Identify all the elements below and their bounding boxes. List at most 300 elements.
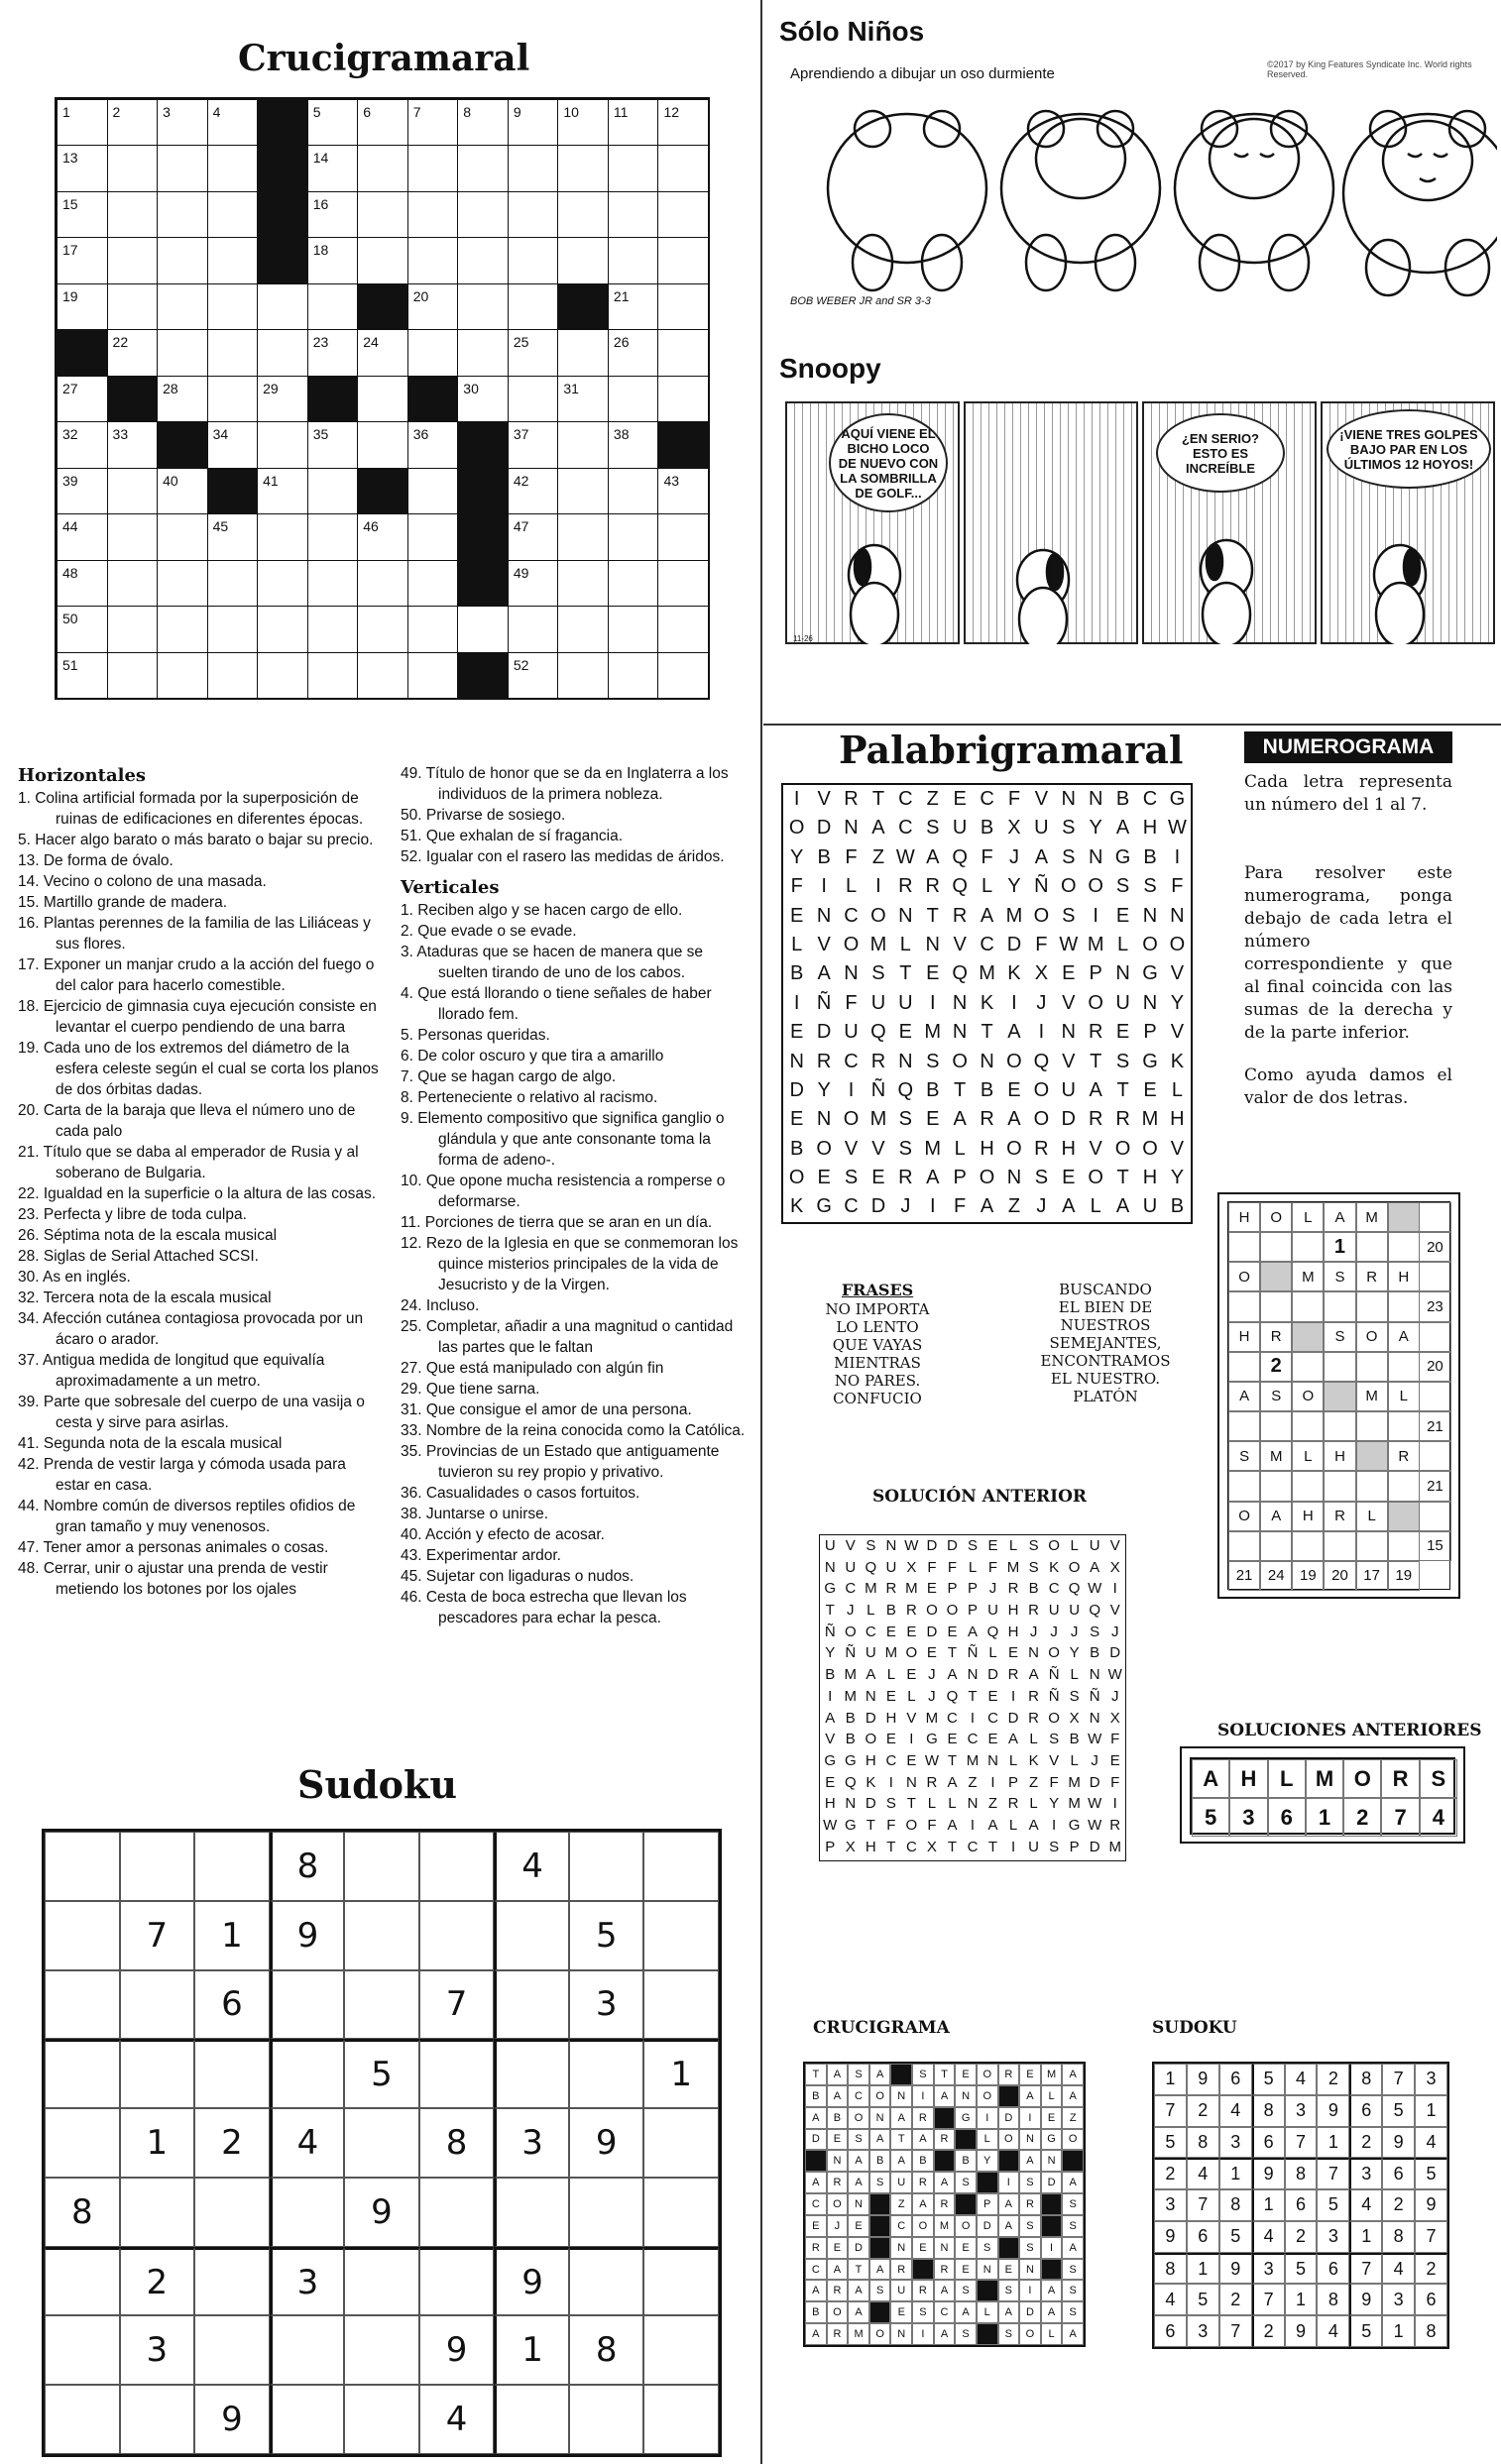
letter: M: [1068, 1795, 1081, 1813]
crossword-cell[interactable]: [307, 329, 359, 376]
numerograma-cell[interactable]: [1292, 1471, 1324, 1501]
numerograma-cell[interactable]: [1228, 1531, 1260, 1561]
sudoku-cell[interactable]: 1: [120, 2108, 195, 2178]
numerograma-cell[interactable]: [1388, 1291, 1420, 1321]
numerograma-cell[interactable]: 2: [1260, 1352, 1292, 1382]
crossword-cell[interactable]: [508, 237, 559, 283]
crossword-cell[interactable]: [657, 237, 709, 283]
crossword-cell[interactable]: [407, 560, 459, 607]
sudoku-cell[interactable]: [494, 1901, 569, 1970]
crossword-cell[interactable]: [407, 99, 459, 146]
letter: F: [886, 1816, 896, 1834]
sudoku-cell[interactable]: [494, 2385, 569, 2454]
sudoku-cell[interactable]: [120, 1970, 195, 2040]
crossword-cell[interactable]: [157, 329, 208, 376]
crossword-cell[interactable]: [657, 513, 709, 560]
crossword-cell[interactable]: [107, 191, 159, 238]
letter: O: [865, 1731, 877, 1748]
letter: U: [1142, 1195, 1158, 1218]
numerograma-cell[interactable]: [1292, 1411, 1324, 1441]
crossword-cell[interactable]: [207, 560, 259, 607]
crossword-cell[interactable]: [657, 145, 709, 191]
sudoku-cell[interactable]: [643, 2178, 719, 2247]
snoopy-bubble-3: ¡VIENE TRES GOLPES BAJO PAR EN LOS ÚLTIMOS 12 HOYOS!: [1327, 409, 1491, 489]
crossword-cell[interactable]: [608, 376, 659, 422]
sudoku-cell[interactable]: [194, 2039, 270, 2108]
sudoku-cell[interactable]: 9: [569, 2108, 644, 2178]
crossword-cell[interactable]: [557, 145, 609, 191]
numerograma-cell[interactable]: [1324, 1411, 1355, 1441]
crossword-cell[interactable]: [307, 237, 359, 283]
crossword-cell[interactable]: [657, 606, 709, 652]
sudoku-cell[interactable]: 2: [120, 2247, 195, 2316]
crossword-cell[interactable]: [107, 560, 159, 607]
crossword-cell[interactable]: [307, 283, 359, 330]
letter: J: [847, 1602, 855, 1620]
sudoku-cell[interactable]: [120, 2178, 195, 2247]
sudoku-cell[interactable]: [643, 2108, 719, 2178]
crossword-cell[interactable]: [657, 329, 709, 376]
crossword-cell[interactable]: [407, 237, 459, 283]
numerograma-cell[interactable]: [1388, 1531, 1420, 1561]
crossword-cell[interactable]: [457, 191, 509, 238]
crossword-cell[interactable]: [657, 468, 709, 514]
crossword-cell[interactable]: [557, 606, 609, 652]
crossword-cell[interactable]: [257, 560, 308, 607]
word-search-grid[interactable]: [781, 783, 1193, 1224]
numerograma-cell[interactable]: [1324, 1291, 1355, 1321]
letter: R: [926, 1773, 938, 1791]
crossword-cell[interactable]: [557, 421, 609, 468]
numerograma-cell[interactable]: [1356, 1352, 1388, 1382]
sudoku-cell[interactable]: [643, 1832, 719, 1901]
crossword-cell[interactable]: [407, 652, 459, 699]
sudoku-cell[interactable]: 9: [419, 2315, 495, 2385]
sudoku-cell[interactable]: [494, 2178, 569, 2247]
sudoku-cell[interactable]: 9: [344, 2178, 419, 2247]
letter: A: [987, 1816, 998, 1834]
crossword-cell[interactable]: [557, 513, 609, 560]
sudoku-cell[interactable]: 9: [194, 2385, 270, 2454]
sudoku-cell[interactable]: [344, 1970, 419, 2040]
sudoku-cell[interactable]: 3: [569, 1970, 644, 2040]
sudoku-cell[interactable]: [643, 2247, 719, 2316]
crossword-cell[interactable]: [508, 652, 559, 699]
crossword-cell[interactable]: [257, 468, 308, 514]
crossword-cell[interactable]: [357, 652, 408, 699]
crossword-cell[interactable]: [257, 283, 308, 330]
crossword-cell[interactable]: [57, 283, 108, 330]
crossword-cell[interactable]: [557, 652, 609, 699]
crossword-cell[interactable]: [557, 329, 609, 376]
crossword-cell[interactable]: [407, 606, 459, 652]
crossword-cell[interactable]: [357, 376, 408, 422]
crossword-cell[interactable]: [57, 652, 108, 699]
sudoku-cell[interactable]: 3: [120, 2315, 195, 2385]
sudoku-cell[interactable]: 4: [270, 2108, 345, 2178]
crossword-cell[interactable]: [207, 652, 259, 699]
crossword-cell[interactable]: [557, 99, 609, 146]
crossword-cell[interactable]: [407, 513, 459, 560]
crossword-cell[interactable]: [57, 468, 108, 514]
numerograma-cell[interactable]: [1228, 1411, 1260, 1441]
crossword-cell[interactable]: [107, 99, 159, 146]
numerograma-cell[interactable]: [1260, 1411, 1292, 1441]
crossword-cell[interactable]: [508, 468, 559, 514]
crossword-cell[interactable]: [207, 329, 259, 376]
crossword-cell[interactable]: [257, 513, 308, 560]
sudoku-cell[interactable]: 5: [569, 1901, 644, 1970]
crossword-cell[interactable]: [508, 560, 559, 607]
numerograma-cell[interactable]: [1228, 1232, 1260, 1262]
crossword-cell[interactable]: [608, 99, 659, 146]
crossword-cell[interactable]: [407, 145, 459, 191]
crossword-cell[interactable]: [508, 145, 559, 191]
numerograma-cell[interactable]: [1260, 1531, 1292, 1561]
crossword-cell[interactable]: [307, 99, 359, 146]
solution-cell: 6: [1268, 1798, 1306, 1837]
sudoku-cell[interactable]: [120, 2039, 195, 2108]
sudoku-cell[interactable]: [569, 2247, 644, 2316]
crossword-cell[interactable]: [207, 606, 259, 652]
sudoku-cell[interactable]: [494, 2039, 569, 2108]
crossword-cell[interactable]: [207, 99, 259, 146]
crossword-cell[interactable]: [608, 237, 659, 283]
crossword-cell[interactable]: [608, 513, 659, 560]
letter: Q: [946, 1687, 959, 1705]
crossword-cell[interactable]: [407, 191, 459, 238]
crossword-cell[interactable]: [307, 606, 359, 652]
sudoku-cell[interactable]: [270, 2039, 345, 2108]
sudoku-cell[interactable]: 3: [270, 2247, 345, 2316]
numerograma-cell[interactable]: [1260, 1471, 1292, 1501]
crossword-cell[interactable]: [157, 376, 208, 422]
crossword-cell[interactable]: [157, 560, 208, 607]
crossword-cell[interactable]: [508, 283, 559, 330]
sudoku-cell[interactable]: [569, 2039, 644, 2108]
crossword-cell[interactable]: [457, 145, 509, 191]
crossword-cell[interactable]: [407, 468, 459, 514]
crossword-cell[interactable]: [57, 145, 108, 191]
sudoku-cell[interactable]: [494, 1970, 569, 2040]
sudoku-cell[interactable]: 3: [494, 2108, 569, 2178]
crossword-cell[interactable]: [207, 237, 259, 283]
sudoku-cell[interactable]: [344, 1832, 419, 1901]
word-search-row: [820, 1815, 1125, 1837]
numerograma-cell[interactable]: [1292, 1531, 1324, 1561]
crossword-cell[interactable]: [508, 421, 559, 468]
crossword-cell[interactable]: [608, 560, 659, 607]
sudoku-cell[interactable]: [419, 1832, 495, 1901]
crossword-cell[interactable]: [557, 191, 609, 238]
sudoku-cell[interactable]: 4: [494, 1832, 569, 1901]
sudoku-cell[interactable]: [419, 1901, 495, 1970]
numerograma-cell[interactable]: [1324, 1531, 1355, 1561]
sudoku-cell[interactable]: [270, 2178, 345, 2247]
crossword-cell[interactable]: [257, 376, 308, 422]
crossword-cell[interactable]: [357, 99, 408, 146]
sudoku-cell[interactable]: [120, 2385, 195, 2454]
crossword-cell[interactable]: [107, 513, 159, 560]
crossword-cell[interactable]: [357, 421, 408, 468]
crossword-cell[interactable]: [608, 329, 659, 376]
crossword-cell[interactable]: [457, 329, 509, 376]
numerograma-cell[interactable]: [1388, 1411, 1420, 1441]
crossword-cell[interactable]: [357, 606, 408, 652]
numerograma-cell[interactable]: [1356, 1291, 1388, 1321]
crossword-cell[interactable]: [608, 468, 659, 514]
numerograma-cell[interactable]: [1356, 1531, 1388, 1561]
crossword-cell[interactable]: [107, 283, 159, 330]
crossword-cell[interactable]: [207, 376, 259, 422]
crossword-cell[interactable]: [57, 421, 108, 468]
crossword-cell[interactable]: [608, 191, 659, 238]
sudoku-cell[interactable]: [643, 1970, 719, 2040]
sudoku-cell[interactable]: [643, 2385, 719, 2454]
crossword-cell[interactable]: [207, 145, 259, 191]
crossword-cell[interactable]: [107, 652, 159, 699]
solution-letter: I: [1019, 2107, 1041, 2129]
sudoku-cell[interactable]: 8: [270, 1832, 345, 1901]
sudoku-cell[interactable]: 4: [419, 2385, 495, 2454]
crossword-cell[interactable]: [257, 606, 308, 652]
crossword-cell[interactable]: [157, 191, 208, 238]
sudoku-cell[interactable]: 6: [194, 1970, 270, 2040]
crossword-cell[interactable]: [557, 468, 609, 514]
crossword-cell[interactable]: [407, 421, 459, 468]
numerograma-cell[interactable]: [1292, 1352, 1324, 1382]
crossword-cell[interactable]: [207, 421, 259, 468]
solution-digit: 5: [1187, 2284, 1219, 2315]
crossword-cell[interactable]: [457, 376, 509, 422]
numerograma-cell[interactable]: [1324, 1352, 1355, 1382]
crossword-cell[interactable]: [508, 513, 559, 560]
sudoku-cell[interactable]: [643, 2315, 719, 2385]
letter: S: [898, 1108, 912, 1131]
numerograma-cell[interactable]: [1388, 1232, 1420, 1262]
sudoku-cell[interactable]: 2: [194, 2108, 270, 2178]
sudoku-cell[interactable]: [45, 2315, 120, 2385]
letter: F: [987, 1558, 998, 1576]
sudoku-cell[interactable]: [344, 2247, 419, 2316]
crossword-cell[interactable]: [357, 513, 408, 560]
numerograma-cell[interactable]: [1228, 1291, 1260, 1321]
sudoku-cell[interactable]: 5: [344, 2039, 419, 2108]
crossword-cell[interactable]: [157, 468, 208, 514]
numerograma-cell[interactable]: [1260, 1232, 1292, 1262]
sudoku-cell[interactable]: [344, 2108, 419, 2178]
crossword-cell[interactable]: [657, 376, 709, 422]
crossword-cell[interactable]: [508, 329, 559, 376]
crossword-cell[interactable]: [207, 191, 259, 238]
numerograma-grid[interactable]: [1227, 1201, 1450, 1590]
sudoku-cell[interactable]: 1: [194, 1901, 270, 1970]
numerograma-cell[interactable]: [1356, 1232, 1388, 1262]
sudoku-cell[interactable]: [45, 2247, 120, 2316]
crossword-grid[interactable]: [55, 97, 710, 700]
crossword-cell[interactable]: [657, 99, 709, 146]
sudoku-cell[interactable]: [419, 2178, 495, 2247]
numerograma-cell[interactable]: [1292, 1232, 1324, 1262]
sudoku-cell[interactable]: [344, 1901, 419, 1970]
black-cell: [457, 468, 509, 514]
sudoku-cell[interactable]: 8: [419, 2108, 495, 2178]
solution-letter: A: [805, 2107, 827, 2129]
crossword-cell[interactable]: [457, 283, 509, 330]
crossword-cell[interactable]: [57, 560, 108, 607]
crossword-cell[interactable]: [257, 329, 308, 376]
letter: S: [866, 1537, 876, 1554]
crossword-cell[interactable]: [57, 191, 108, 238]
crossword-cell[interactable]: [357, 237, 408, 283]
sudoku-cell[interactable]: 1: [643, 2039, 719, 2108]
sudoku-cell[interactable]: [45, 2385, 120, 2454]
numerograma-cell[interactable]: [1228, 1471, 1260, 1501]
numerograma-cell[interactable]: [1388, 1352, 1420, 1382]
solution-letter: T: [805, 2064, 827, 2085]
sudoku-cell[interactable]: 1: [494, 2315, 569, 2385]
crossword-cell[interactable]: [157, 145, 208, 191]
sudoku-cell[interactable]: [419, 2247, 495, 2316]
crossword-cell[interactable]: [457, 99, 509, 146]
crossword-cell[interactable]: [657, 560, 709, 607]
solution-letter: O: [955, 2215, 977, 2237]
crossword-cell[interactable]: [307, 468, 359, 514]
crossword-cell[interactable]: [107, 421, 159, 468]
sudoku-cell[interactable]: 9: [270, 1901, 345, 1970]
crossword-cell[interactable]: [508, 99, 559, 146]
sudoku-cell[interactable]: [569, 2178, 644, 2247]
sudoku-cell[interactable]: [45, 1832, 120, 1901]
letter: A: [926, 845, 940, 868]
crossword-cell[interactable]: [407, 329, 459, 376]
sudoku-cell[interactable]: 8: [569, 2315, 644, 2385]
crossword-cell[interactable]: [107, 468, 159, 514]
sudoku-cell[interactable]: [194, 2315, 270, 2385]
crossword-cell[interactable]: [307, 421, 359, 468]
letter: H: [1007, 1623, 1019, 1640]
crossword-cell[interactable]: [307, 513, 359, 560]
sudoku-cell[interactable]: [270, 1970, 345, 2040]
crossword-cell[interactable]: [557, 560, 609, 607]
solution-letter: S: [848, 2064, 869, 2085]
crossword-cell[interactable]: [608, 283, 659, 330]
crossword-cell[interactable]: [608, 145, 659, 191]
crossword-cell[interactable]: [107, 237, 159, 283]
sudoku-cell[interactable]: [194, 1832, 270, 1901]
crossword-cell[interactable]: [608, 421, 659, 468]
crossword-cell[interactable]: [207, 283, 259, 330]
crossword-cell[interactable]: [357, 560, 408, 607]
sudoku-cell[interactable]: [45, 1970, 120, 2040]
numerograma-cell[interactable]: 1: [1324, 1232, 1355, 1262]
sudoku-cell[interactable]: [419, 2039, 495, 2108]
sudoku-cell[interactable]: [569, 1832, 644, 1901]
crossword-cell[interactable]: [557, 237, 609, 283]
crossword-cell[interactable]: [57, 376, 108, 422]
crossword-cell[interactable]: [207, 513, 259, 560]
sudoku-cell[interactable]: [120, 1832, 195, 1901]
sudoku-cell[interactable]: 8: [45, 2178, 120, 2247]
crossword-cell[interactable]: [257, 421, 308, 468]
crossword-cell[interactable]: [157, 652, 208, 699]
letter: B: [790, 962, 804, 985]
crossword-cell[interactable]: [608, 652, 659, 699]
crossword-cell[interactable]: [307, 145, 359, 191]
sudoku-cell[interactable]: [45, 1901, 120, 1970]
crossword-cell[interactable]: [157, 237, 208, 283]
crossword-cell[interactable]: [107, 145, 159, 191]
crossword-cell[interactable]: [107, 606, 159, 652]
numerograma-cell[interactable]: [1228, 1352, 1260, 1382]
letter: W: [1167, 817, 1187, 840]
crossword-cell[interactable]: [57, 513, 108, 560]
letter: G: [824, 1580, 837, 1598]
sudoku-cell[interactable]: [344, 2315, 419, 2385]
sudoku-cell[interactable]: [194, 2247, 270, 2316]
sudoku-cell[interactable]: 9: [494, 2247, 569, 2316]
crossword-cell[interactable]: [107, 329, 159, 376]
crossword-cell[interactable]: [557, 376, 609, 422]
crossword-cell[interactable]: [307, 191, 359, 238]
numerograma-cell[interactable]: [1324, 1471, 1355, 1501]
crossword-cell[interactable]: [608, 606, 659, 652]
crossword-cell[interactable]: [157, 606, 208, 652]
numerograma-cell[interactable]: [1292, 1291, 1324, 1321]
sudoku-cell[interactable]: [270, 2385, 345, 2454]
crossword-cell[interactable]: [457, 606, 509, 652]
sudoku-cell[interactable]: [270, 2315, 345, 2385]
crossword-cell[interactable]: [508, 376, 559, 422]
sudoku-cell[interactable]: [569, 2385, 644, 2454]
crossword-cell[interactable]: [57, 99, 108, 146]
sudoku-cell[interactable]: [45, 2108, 120, 2178]
crossword-cell[interactable]: [257, 652, 308, 699]
letter: O: [1169, 933, 1186, 955]
sudoku-cell[interactable]: [45, 2039, 120, 2108]
crossword-cell[interactable]: [357, 329, 408, 376]
crossword-cell[interactable]: [307, 560, 359, 607]
sudoku-cell[interactable]: 7: [419, 1970, 495, 2040]
numerograma-cell[interactable]: [1356, 1411, 1388, 1441]
crossword-cell[interactable]: [657, 191, 709, 238]
letter: W: [1088, 1795, 1102, 1813]
numerograma-cell[interactable]: [1388, 1471, 1420, 1501]
crossword-cell[interactable]: [57, 237, 108, 283]
crossword-cell[interactable]: [357, 145, 408, 191]
crossword-cell[interactable]: [157, 513, 208, 560]
sudoku-cell[interactable]: 7: [120, 1901, 195, 1970]
sudoku-cell[interactable]: [643, 1901, 719, 1970]
crossword-cell[interactable]: [508, 606, 559, 652]
crossword-cell[interactable]: [57, 606, 108, 652]
sudoku-cell[interactable]: [344, 2385, 419, 2454]
numerograma-cell[interactable]: [1260, 1291, 1292, 1321]
sudoku-grid[interactable]: [42, 1829, 722, 2457]
crossword-cell[interactable]: [307, 652, 359, 699]
crossword-cell[interactable]: [657, 283, 709, 330]
crossword-cell[interactable]: [357, 191, 408, 238]
crossword-cell[interactable]: [457, 237, 509, 283]
crossword-cell[interactable]: [157, 283, 208, 330]
crossword-cell[interactable]: [157, 99, 208, 146]
sudoku-cell[interactable]: [194, 2178, 270, 2247]
numerograma-cell[interactable]: [1356, 1471, 1388, 1501]
crossword-cell[interactable]: [407, 283, 459, 330]
crossword-cell[interactable]: [508, 191, 559, 238]
crossword-cell[interactable]: [657, 652, 709, 699]
black-cell: [457, 513, 509, 560]
